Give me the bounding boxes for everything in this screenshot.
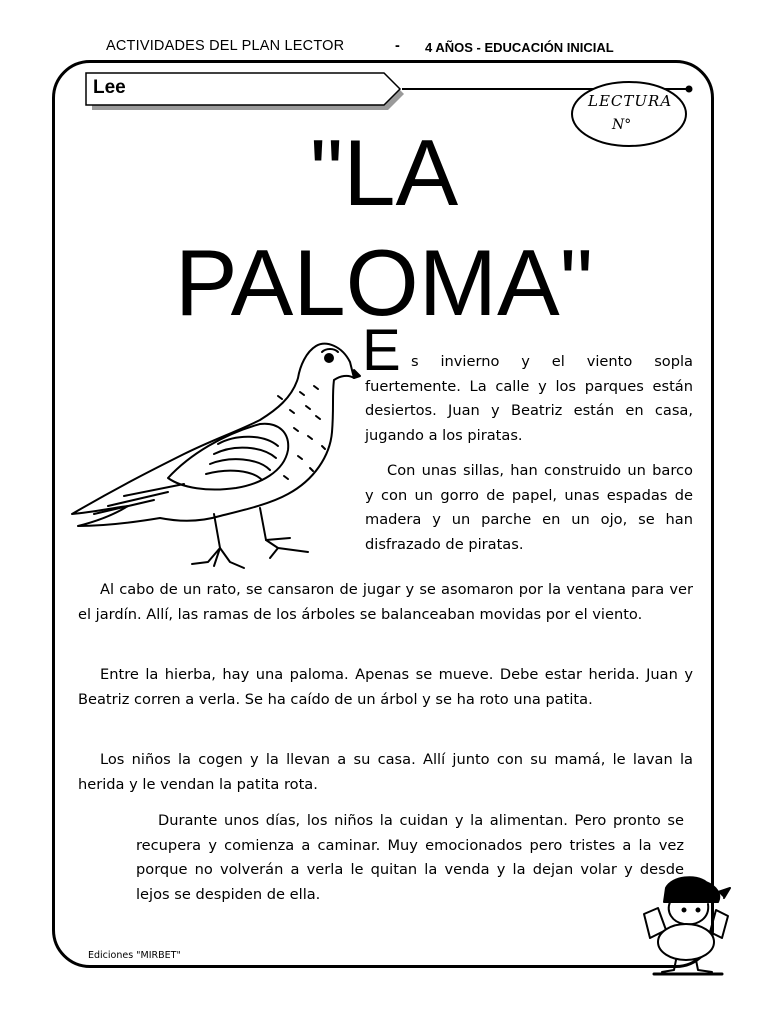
header-left-text: ACTIVIDADES DEL PLAN LECTOR: [106, 38, 345, 54]
story-paragraph-6: Durante unos días, los niños la cuidan y la alimentan. Pero pronto se recupera y comienza a caminar. Muy emocionados pero tristes a la vez porque no volverán a verla le quitan la venda y la dejan volar y desde lejos se despiden de ella.: [136, 812, 684, 903]
page-header: [0, 38, 768, 58]
story-paragraph-1: s invierno y el viento sopla fuertemente. La calle y los parques están desiertos. Juan y Beatriz están en casa, jugando a los piratas.: [365, 353, 693, 444]
story-title-line-1: "LA: [309, 120, 459, 225]
lectura-label: LECTURA: [588, 92, 673, 110]
lee-tag: [84, 72, 414, 112]
lectura-number-label: N°: [612, 117, 632, 133]
header-right-text: 4 AÑOS - EDUCACIÓN INICIAL: [425, 40, 614, 55]
story-paragraph-3: Al cabo de un rato, se cansaron de jugar y se asomaron por la ventana para ver el jardín. Allí, las ramas de los árboles se balanceaban movidas por el viento.: [78, 581, 693, 623]
story-paragraph-2: Con unas sillas, han construido un barco y con un gorro de papel, unas espadas de madera y un parche en un ojo, se han disfrazado de piratas.: [365, 462, 693, 553]
child-reading-icon: [636, 872, 732, 978]
pigeon-icon: [64, 336, 364, 576]
lee-label: Lee: [93, 77, 126, 98]
story-paragraph-4: Entre la hierba, hay una paloma. Apenas se mueve. Debe estar herida. Juan y Beatriz corren a verla. Se ha caído de un árbol y se ha roto una patita.: [78, 666, 693, 708]
drop-cap-letter: E: [362, 318, 401, 383]
story-paragraph-5: Los niños la cogen y la llevan a su casa. Allí junto con su mamá, le lavan la herida y le vendan la patita rota.: [78, 751, 693, 793]
header-separator: -: [395, 38, 400, 54]
publisher-credit: Ediciones "MIRBET": [88, 950, 181, 961]
story-title-line-2: PALOMA": [174, 230, 594, 335]
